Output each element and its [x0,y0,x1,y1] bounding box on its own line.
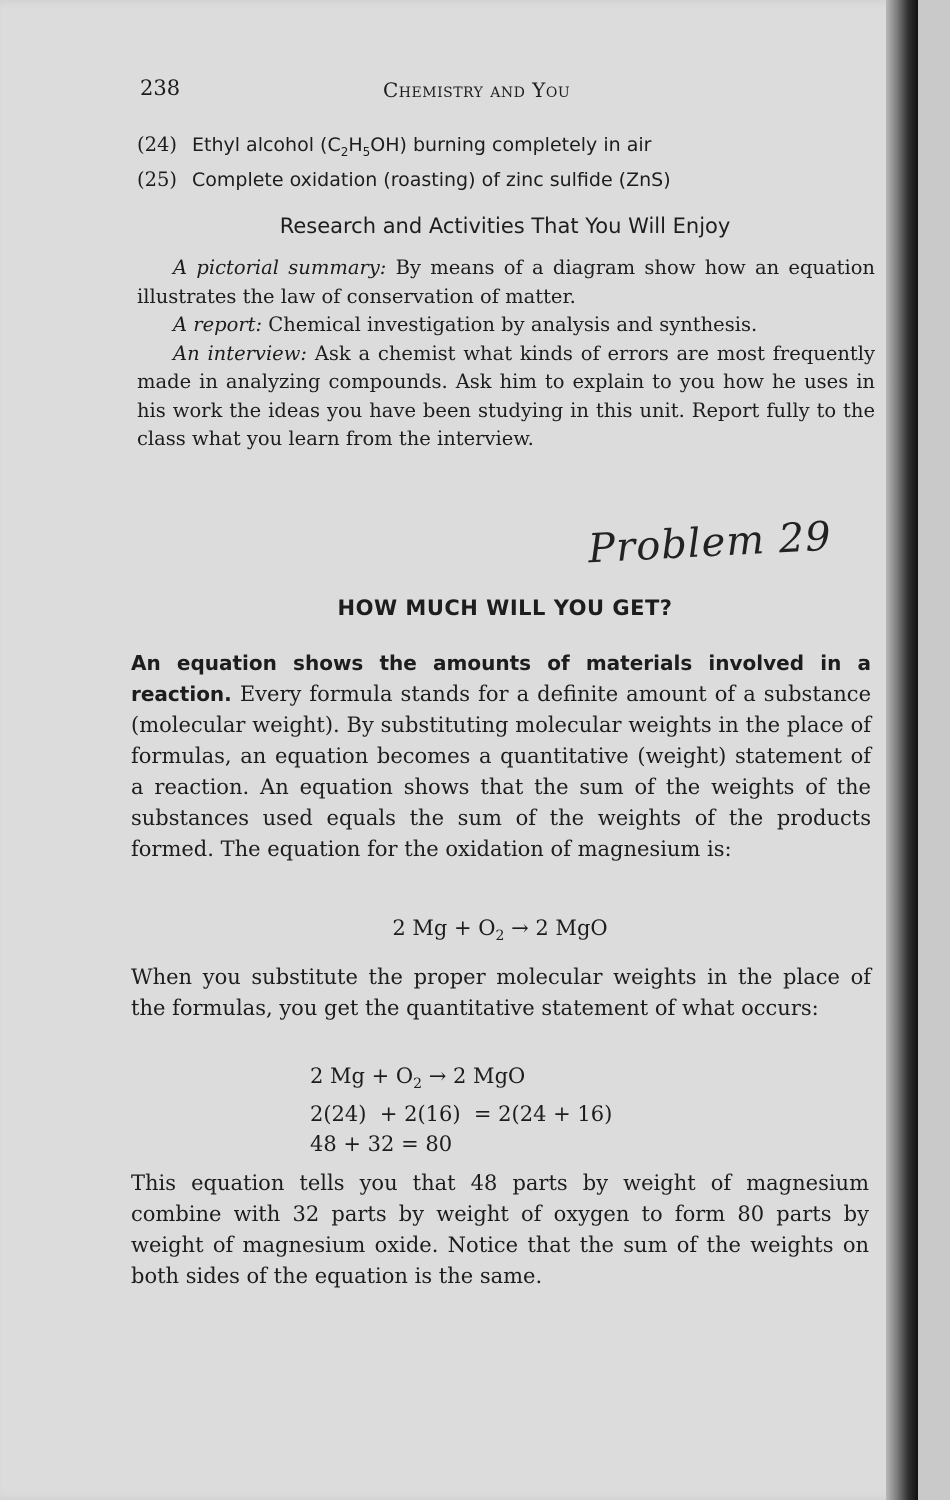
item-number: (25) [137,167,178,191]
equation-line: 2 $Mg + O_2 \to 2$ MgO [310,1064,526,1093]
book-spine-edge [886,0,918,1500]
quantitative-equations [310,1061,612,1159]
activity-item: A pictorial summary: By means of a diagram show how an equation illustrates the law of conservation of matter. [137,256,875,308]
activity-label: A pictorial summary: [173,256,387,279]
activity-label: A report: [173,313,263,336]
problem-label: Problem 29 [587,513,834,573]
equation-line: 2(24) + 2(16) = 2(24 + 16) [310,1102,613,1127]
activity-item: A report: Chemical investigation by analysis and synthesis. [173,313,758,336]
problem-title: HOW MUCH WILL YOU GET? [337,596,673,620]
item-number: (24) [137,133,178,156]
activity-item: An interview: Ask a chemist what kinds of errors are most frequently made in analyzing compounds. Ask him to explain to you how he uses in his work the ideas you have been studying in this unit. Report fully to the class what you learn from the interview. [137,341,876,450]
equation-exercise-list [137,131,897,194]
intro-paragraph: An equation shows the amounts of materials involved in a reaction. Every formula stands for a definite amount of a substance (molecular weight). By substituting molecular weights in the place of formulas, an equation becomes a quantitative (weight) statement of a reaction. An equation shows that the sum of the weights of the substances used equals the sum of the weights of the products formed. The equation for the oxidation of magnesium is: [131,651,871,861]
running-title: Chemistry and You [383,78,571,102]
activity-label: An interview: [173,341,307,365]
conclusion-paragraph: This equation tells you that 48 parts by weight of magnesium combine with 32 parts by weight of oxygen to form 80 parts by weight of magnesium oxide. Notice that the sum of the weights on both sides of the equation is the same. [131,1171,869,1288]
equation-line: 48 + 32 = 80 [310,1132,453,1157]
magnesium-equation: 2 $Mg + O_2 \to 2$ MgO [392,916,608,945]
item-text: Complete oxidation (roasting) of zinc sulfide (ZnS) [192,168,671,191]
substitution-paragraph: When you substitute the proper molecular weights in the place of the formulas, you get the quantitative statement of what occurs: [131,965,871,1020]
lead-bold-text: An equation shows the amounts of materials involved in a reaction. [131,651,871,706]
page-number: 238 [140,76,181,100]
list-item [137,166,897,194]
list-item [137,131,897,166]
item-text: Ethyl alcohol $(C_2H_5OH)$ burning completely in air [192,134,652,159]
activities-list [137,254,875,454]
research-heading: Research and Activities That You Will Enjoy [279,214,731,238]
